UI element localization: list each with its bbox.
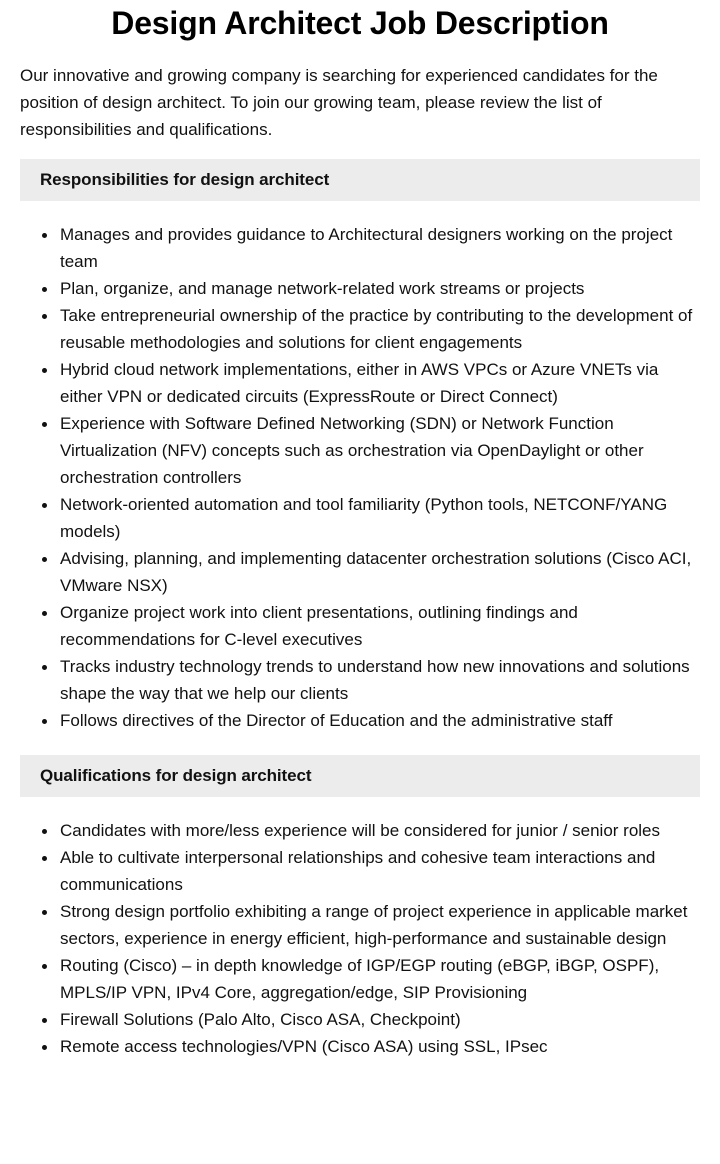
list-item: Manages and provides guidance to Architectural designers working on the project team	[20, 221, 700, 275]
list-item: Advising, planning, and implementing datacenter orchestration solutions (Cisco ACI, VMware NSX)	[20, 545, 700, 599]
list-item: Follows directives of the Director of Education and the administrative staff	[20, 707, 700, 734]
list-item: Firewall Solutions (Palo Alto, Cisco ASA, Checkpoint)	[20, 1006, 700, 1033]
list-item: Strong design portfolio exhibiting a range of project experience in applicable market sectors, experience in energy efficient, high-performance and sustainable design	[20, 898, 700, 952]
qualifications-heading: Qualifications for design architect	[20, 755, 700, 797]
list-item: Plan, organize, and manage network-related work streams or projects	[20, 275, 700, 302]
list-item: Tracks industry technology trends to understand how new innovations and solutions shape the way that we help our clients	[20, 653, 700, 707]
list-item: Routing (Cisco) – in depth knowledge of IGP/EGP routing (eBGP, iBGP, OSPF), MPLS/IP VPN, IPv4 Core, aggregation/edge, SIP Provisioning	[20, 952, 700, 1006]
qualifications-list	[20, 817, 700, 1060]
responsibilities-heading: Responsibilities for design architect	[20, 159, 700, 201]
list-item: Candidates with more/less experience will be considered for junior / senior roles	[20, 817, 700, 844]
intro-paragraph: Our innovative and growing company is searching for experienced candidates for the position of design architect. To join our growing team, please review the list of responsibilities and qualifications.	[20, 66, 658, 139]
list-item: Experience with Software Defined Networking (SDN) or Network Function Virtualization (NFV) concepts such as orchestration via OpenDaylight or other orchestration controllers	[20, 410, 700, 491]
responsibilities-list	[20, 221, 700, 734]
page-title: Design Architect Job Description	[111, 5, 609, 41]
list-item: Organize project work into client presentations, outlining findings and recommendations for C-level executives	[20, 599, 700, 653]
list-item: Hybrid cloud network implementations, either in AWS VPCs or Azure VNETs via either VPN or dedicated circuits (ExpressRoute or Direct Connect)	[20, 356, 700, 410]
list-item: Take entrepreneurial ownership of the practice by contributing to the development of reusable methodologies and solutions for client engagements	[20, 302, 700, 356]
section-spacer	[20, 734, 700, 739]
list-item: Remote access technologies/VPN (Cisco ASA) using SSL, IPsec	[20, 1033, 700, 1060]
list-item: Network-oriented automation and tool familiarity (Python tools, NETCONF/YANG models)	[20, 491, 700, 545]
list-item: Able to cultivate interpersonal relationships and cohesive team interactions and communications	[20, 844, 700, 898]
